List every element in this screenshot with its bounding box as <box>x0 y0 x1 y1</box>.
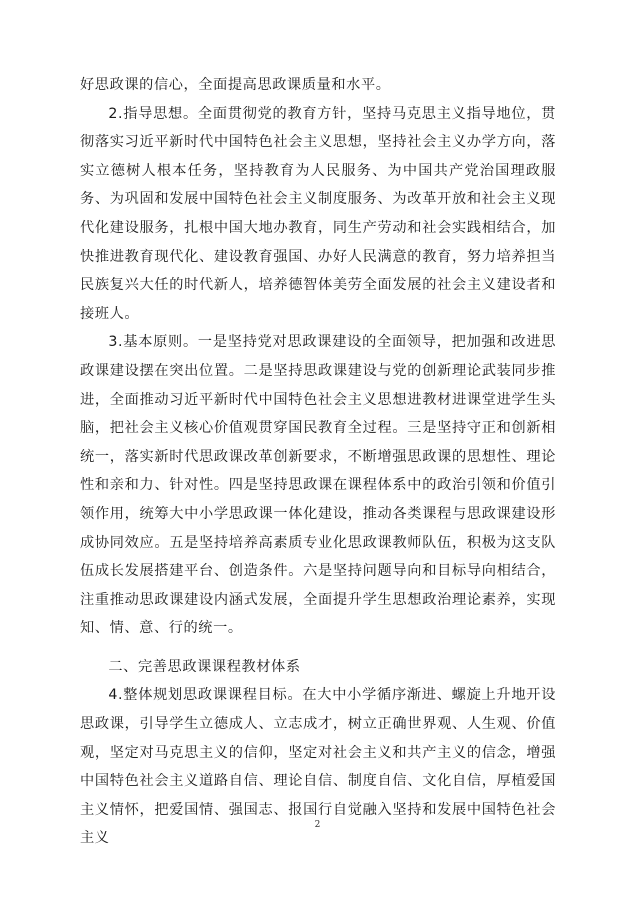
paragraph-continuation: 好思政课的信心，全面提高思政课质量和水平。 <box>80 77 391 93</box>
section-heading: 二、完善思政课课程教材体系 <box>108 658 301 675</box>
paragraph-basic-principles: 3.基本原则。一是坚持党对思政课建设的全面领导，把加强和改进思政课建设摆在突出位置。二是坚持思政课建设与党的创新理论武装同步推进，全面推动习近平新时代中国特色社会主义思想进教材进课堂进学生头脑，把社会主义核心价值观贯穿国民教育全过程。三是坚持守正和创新相统一，落实新时代思政课改革创新要求，不断增强思政课的思想性、理论性和亲和力、针对性。四是坚持思政课在课程体系中的政治引领和价值引领作用，统筹大中小学思政课一体化建设，推动各类课程与思政课建设形成协同效应。五是坚持培养高素质专业化思政课教师队伍，积极为这支队伍成长发展搭建平台、创造条件。六是坚持问题导向和目标导向相结合，注重推动思政课建设内涵式发展，全面提升学生思想政治理论素养，实现知、情、意、行的统一。 <box>80 334 556 637</box>
paragraph-guiding-ideology: 2.指导思想。全面贯彻党的教育方针，坚持马克思主义指导地位，贯彻落实习近平新时代中国特色社会主义思想，坚持社会主义办学方向，落实立德树人根本任务，坚持教育为人民服务、为中国共产党治国理政服务、为巩固和发展中国特色社会主义制度服务、为改革开放和社会主义现代化建设服务，扎根中国大地办教育，同生产劳动和社会实践相结合，加快推进教育现代化、建设教育强国、办好人民满意的教育，努力培养担当民族复兴大任的时代新人，培养德智体美劳全面发展的社会主义建设者和接班人。 <box>80 105 556 322</box>
page-number: 2 <box>314 820 321 830</box>
document-body <box>80 71 556 853</box>
paragraph-course-objectives: 4.整体规划思政课课程目标。在大中小学循序渐进、螺旋上升地开设思政课，引导学生立德成人、立志成才，树立正确世界观、人生观、价值观，坚定对马克思主义的信仰，坚定对社会主义和共产主义的信念，增强中国特色社会主义道路自信、理论自信、制度自信、文化自信，厚植爱国主义情怀，把爱国情、强国志、报国行自觉融入坚持和发展中国特色社会主义 <box>80 687 556 847</box>
